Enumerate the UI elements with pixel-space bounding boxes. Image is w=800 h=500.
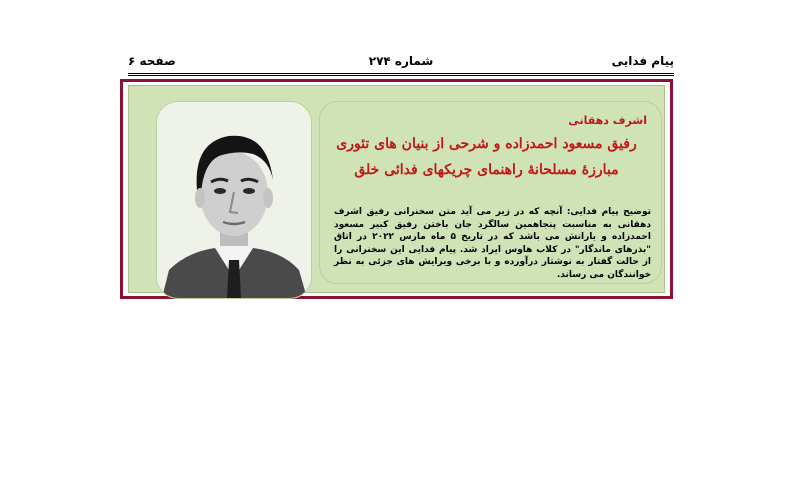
header-divider-secondary (128, 75, 674, 76)
page-number: صفحه ۶ (128, 54, 176, 68)
portrait-image (157, 102, 311, 298)
author-name: اشرف دهقانی (568, 114, 647, 127)
article-title-line-2: مبارزهٔ مسلحانهٔ راهنمای چریکهای فدائی خلق (354, 162, 619, 178)
page-header (128, 54, 674, 72)
article-frame (120, 79, 673, 299)
portrait-photo (156, 101, 312, 299)
article-title-line-1: رفیق مسعود احمدزاده و شرحی از بنیان های تئوری (336, 136, 637, 152)
issue-number: شماره ۲۷۴ (368, 54, 434, 68)
article-panel (128, 85, 665, 293)
article-intro-text: توضیح پیام فدایی: آنچه که در زیر می آید متن سخنرانی رفیق اشرف دهقانی به مناسبت پنجاهمین سالگرد جان باختن رفیق کبیر مسعود احمدزاده و یارانش می باشد که در تاریخ ۵ ماه مارس ۲۰۲۲ در اتاق "بذرهای ماندگار" در کلاب هاوس ایراد شد. پیام فدایی این سخنرانی را از حالت گفتار به نوشتار درآورده و با برخی ویرایش های جزئی به نظر خوانندگان می رساند. (334, 207, 651, 280)
article-text-box (319, 101, 662, 284)
header-divider (128, 73, 674, 74)
publication-name: پیام فدایی (611, 54, 674, 68)
